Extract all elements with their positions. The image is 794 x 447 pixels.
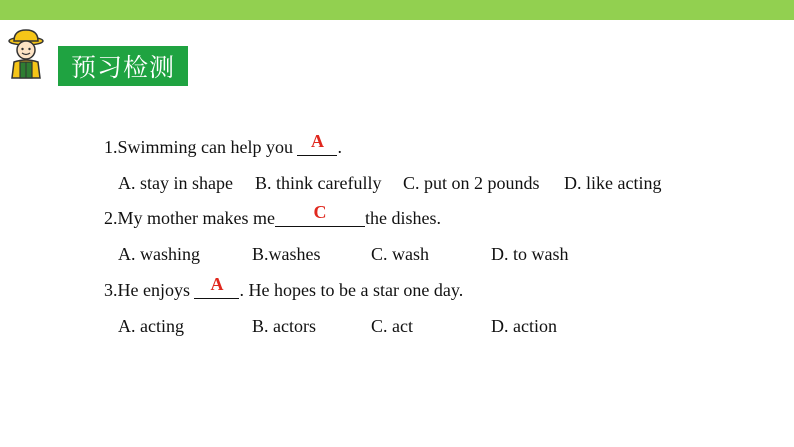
question-1 xyxy=(104,131,342,158)
question-3-stem: 3.He enjoys xyxy=(104,280,195,300)
option-3c: C. act xyxy=(371,316,413,336)
option-3b: B. actors xyxy=(252,316,316,336)
answer-blank-1 xyxy=(297,131,337,156)
option-2b: B.washes xyxy=(252,244,321,264)
option-1a: A. stay in shape xyxy=(118,173,233,193)
option-1c: C. put on 2 pounds xyxy=(403,173,540,193)
option-2c: C. wash xyxy=(371,244,429,264)
question-1-stem: 1.Swimming can help you xyxy=(104,137,298,157)
question-3-stem-end: . He hopes to be a star one day. xyxy=(239,280,464,300)
answer-blank-2 xyxy=(275,202,365,227)
answer-blank-3 xyxy=(194,274,239,299)
option-3d: D. action xyxy=(491,316,557,336)
answer-3: A xyxy=(210,274,224,294)
option-2a: A. washing xyxy=(118,244,200,264)
question-2 xyxy=(104,202,441,229)
option-3a: A. acting xyxy=(118,316,184,336)
question-1-stem-end: . xyxy=(337,137,342,157)
option-1b: B. think carefully xyxy=(255,173,382,193)
answer-2: C xyxy=(313,202,327,222)
question-2-stem-end: the dishes. xyxy=(364,208,441,228)
question-3 xyxy=(104,274,464,301)
student-mascot-icon xyxy=(6,28,46,82)
question-2-stem: 2.My mother makes me xyxy=(104,208,275,228)
option-2d: D. to wash xyxy=(491,244,569,264)
option-1d: D. like acting xyxy=(564,173,662,193)
section-title: 预习检测 xyxy=(70,53,175,82)
answer-1: A xyxy=(310,131,324,151)
section-title-box xyxy=(58,46,188,86)
top-accent-bar xyxy=(0,0,794,20)
